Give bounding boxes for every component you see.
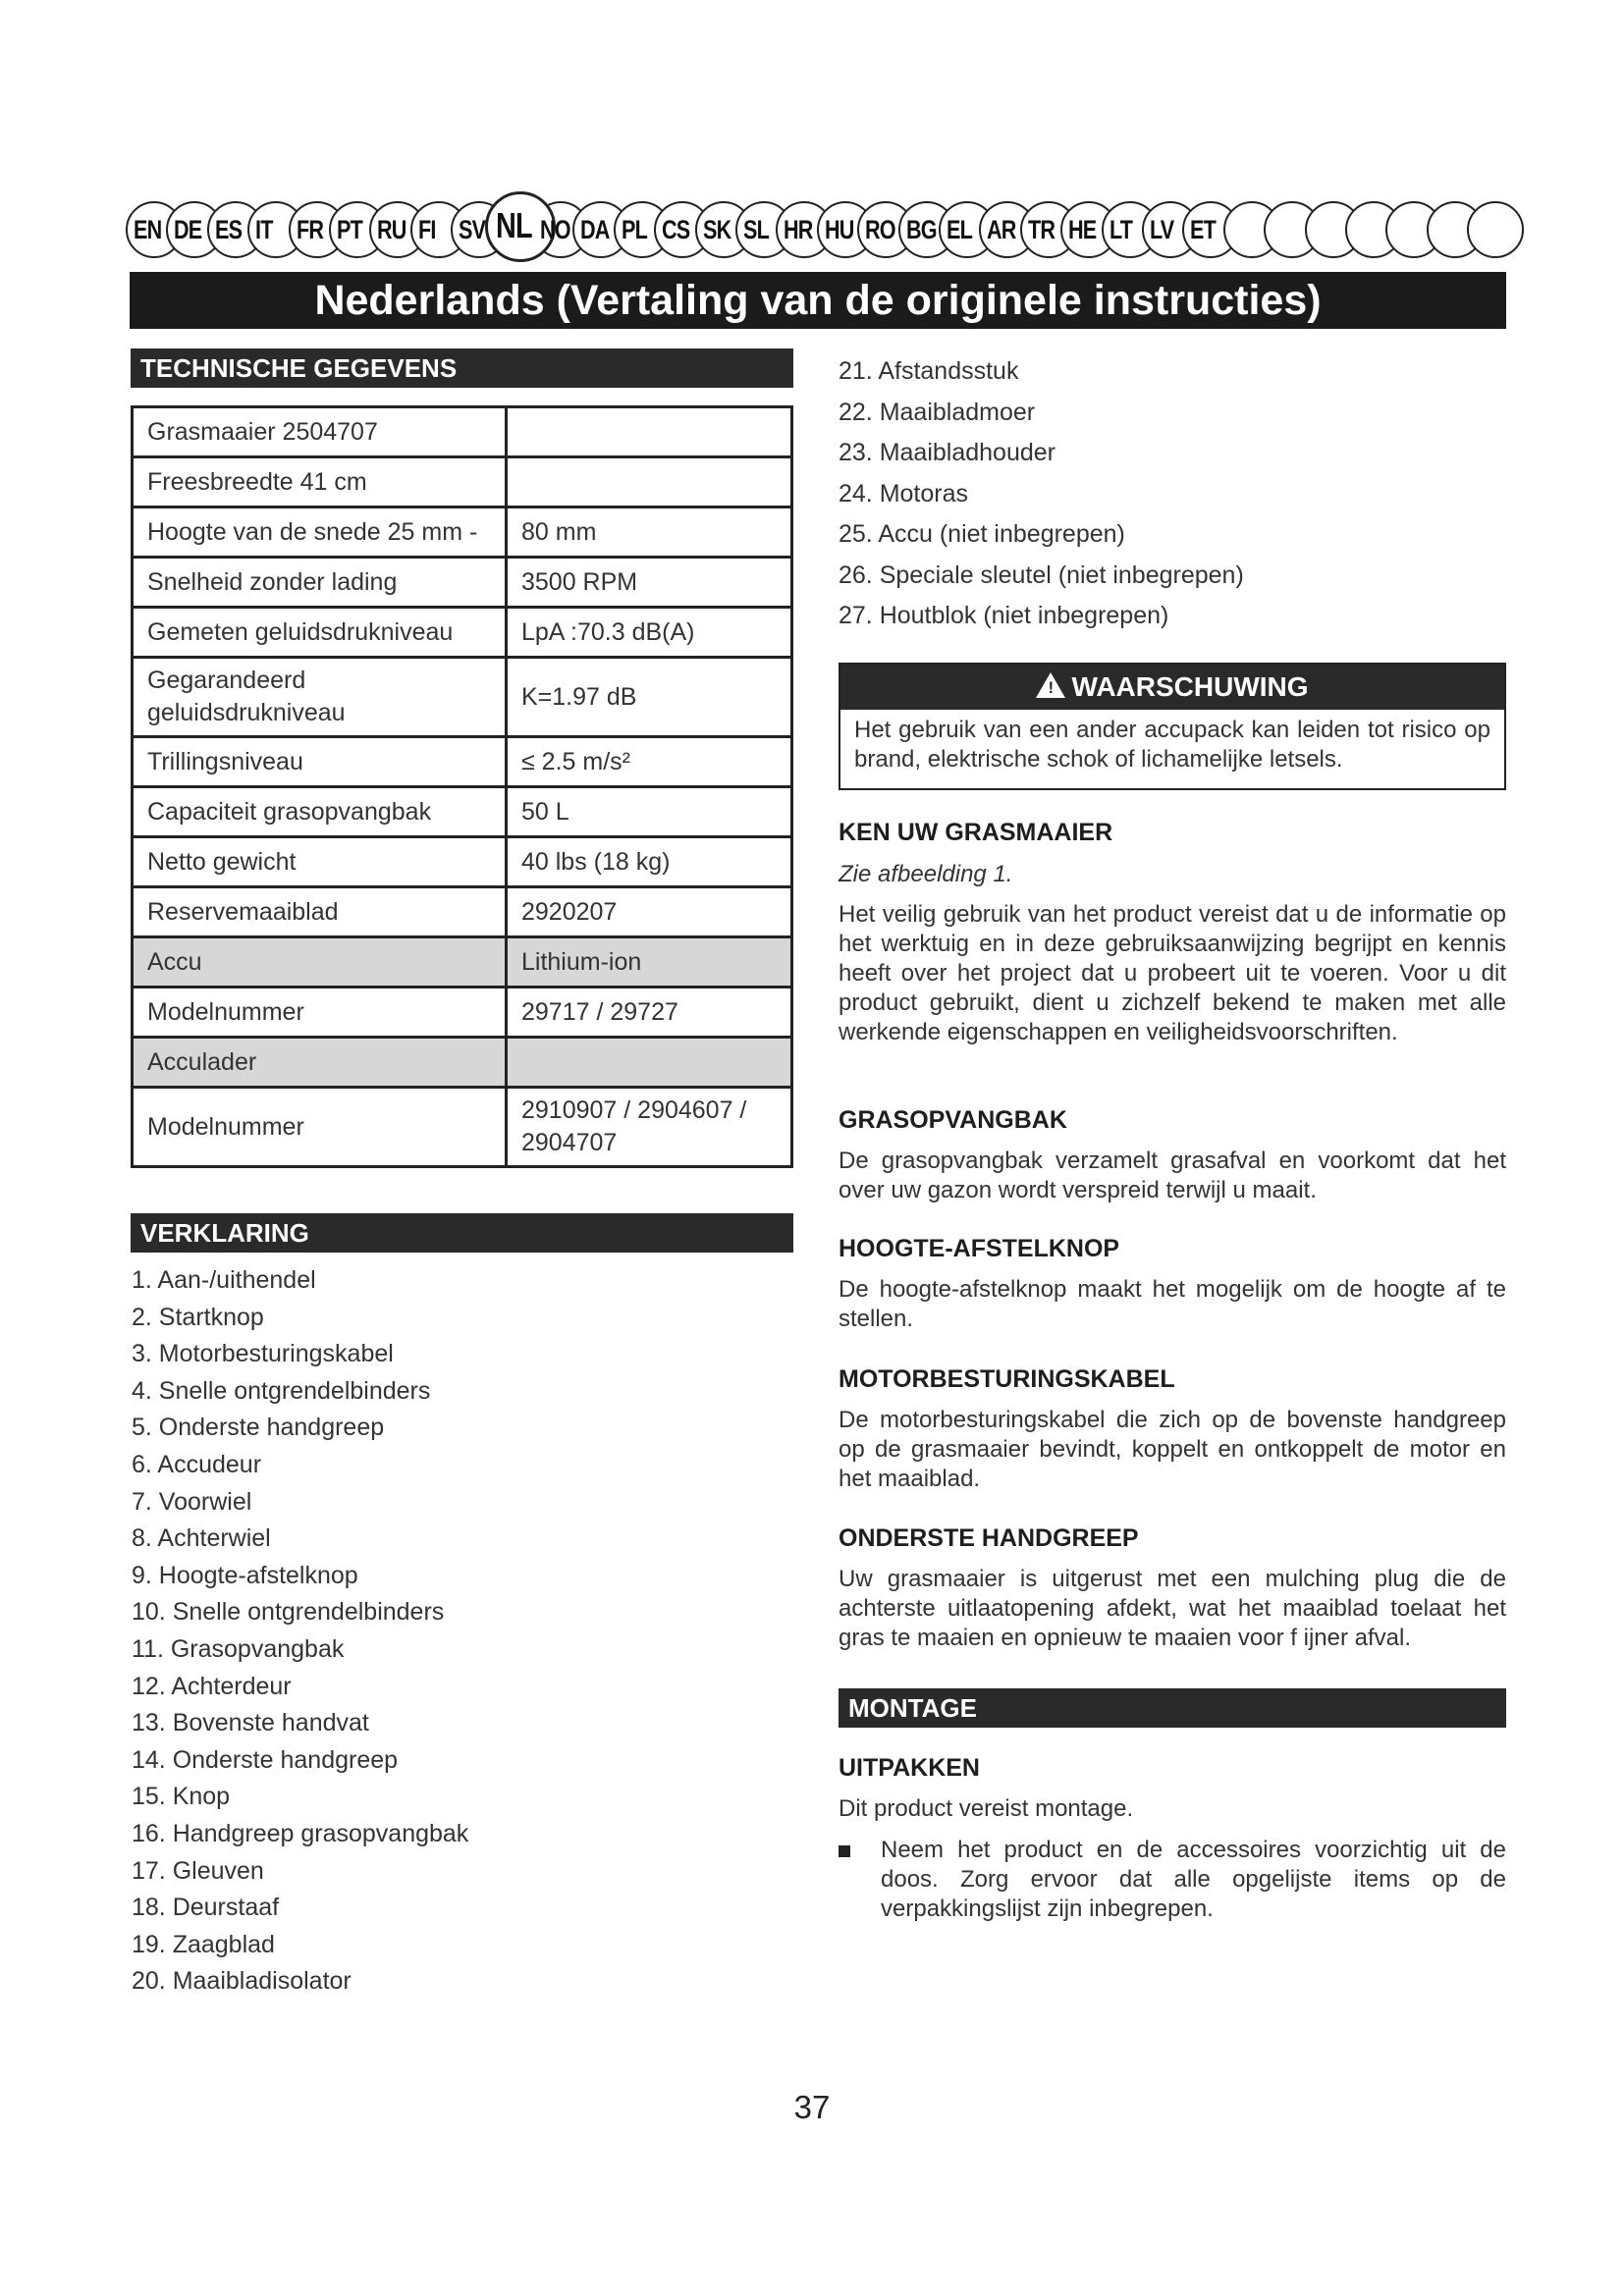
spec-value: K=1.97 dB [507, 658, 792, 737]
spec-value: 40 lbs (18 kg) [507, 837, 792, 887]
assembly-section-heading: MONTAGE [839, 1688, 1506, 1728]
language-tab-nl: NL [495, 205, 532, 245]
legend-item: 16. Handgreep grasopvangbak [132, 1819, 469, 1847]
height-heading: HOOGTE-AFSTELKNOP [839, 1235, 1120, 1262]
spec-label: Freesbreedte 41 cm [133, 457, 507, 507]
legend-item: 14. Onderste handgreep [132, 1745, 399, 1774]
legend-item: 26. Speciale sleutel (niet inbegrepen) [839, 561, 1244, 589]
language-tab-hu: HU [824, 215, 854, 244]
language-tab-de: DE [174, 215, 202, 244]
language-tab-da: DA [580, 215, 610, 244]
language-tab-en: EN [134, 215, 162, 244]
grass-section [839, 1106, 1506, 1205]
legend-item: 6. Accudeur [132, 1450, 262, 1478]
spec-label: Hoogte van de snede 25 mm - [133, 507, 507, 558]
legend-item: 24. Motoras [839, 479, 969, 507]
spec-row [133, 558, 792, 608]
legend-item: 19. Zaagblad [132, 1930, 275, 1958]
spec-value: Lithium-ion [507, 937, 792, 988]
spec-row [133, 837, 792, 887]
legend-item: 22. Maaibladmoer [839, 398, 1036, 426]
spec-value: 2920207 [507, 887, 792, 937]
spec-label: Accu [133, 937, 507, 988]
spec-row [133, 507, 792, 558]
legend-item: 11. Grasopvangbak [132, 1634, 345, 1663]
spec-value: 3500 RPM [507, 558, 792, 608]
language-tab-hr: HR [784, 215, 813, 244]
legend-item: 9. Hoogte-afstelknop [132, 1561, 358, 1589]
legend-item: 4. Snelle ontgrendelbinders [132, 1376, 431, 1405]
spec-label: Gemeten geluidsdrukniveau [133, 608, 507, 658]
know-heading: KEN UW GRASMAAIER [839, 819, 1113, 846]
spec-row [133, 937, 792, 988]
language-tab-pt: PT [337, 215, 363, 244]
square-bullet-icon [839, 1845, 850, 1857]
warning-heading-label: WAARSCHUWING [1071, 671, 1309, 702]
language-tab-fi: FI [417, 215, 436, 244]
language-tab-he: HE [1068, 215, 1097, 244]
language-tabs [126, 201, 1510, 262]
language-tab-es: ES [214, 215, 243, 244]
legend-item: 23. Maaibladhouder [839, 439, 1056, 466]
language-tab-pl: PL [621, 215, 647, 244]
unpack-bullet-text: Neem het product en de accessoires voorzichtig uit de doos. Zorg ervoor dat alle opgelijste items op de verpakkingslijst zijn inbegrepen. [881, 1837, 1506, 1922]
legend-item: 3. Motorbesturingskabel [132, 1340, 394, 1368]
spec-value: 50 L [507, 787, 792, 837]
legend-item: 7. Voorwiel [132, 1487, 252, 1516]
spec-label: Snelheid zonder lading [133, 558, 507, 608]
spec-label: Grasmaaier 2504707 [133, 407, 507, 457]
warning-heading [840, 665, 1504, 710]
warning-box [839, 663, 1506, 790]
legend-item: 17. Gleuven [132, 1856, 264, 1885]
spec-label: Gegarandeerd geluidsdrukniveau [133, 658, 507, 737]
spec-value [507, 407, 792, 457]
legend-item: 18. Deurstaaf [132, 1894, 280, 1922]
language-tab-sk: SK [702, 215, 731, 244]
spec-row [133, 737, 792, 787]
spec-value: ≤ 2.5 m/s² [507, 737, 792, 787]
legend-item: 27. Houtblok (niet inbegrepen) [839, 602, 1169, 629]
spec-label: Capaciteit grasopvangbak [133, 787, 507, 837]
grass-heading: GRASOPVANGBAK [839, 1106, 1067, 1134]
legend-item: 15. Knop [132, 1783, 231, 1811]
height-text: De hoogte-afstelknop maakt het mogelijk om de hoogte af te stellen. [839, 1276, 1506, 1332]
spec-value: LpA :70.3 dB(A) [507, 608, 792, 658]
spec-value [507, 1038, 792, 1088]
page-number: 37 [793, 2089, 831, 2125]
language-tab-sv: SV [459, 215, 486, 244]
motor-heading: MOTORBESTURINGSKABEL [839, 1365, 1175, 1393]
legend-item: 20. Maaibladisolator [132, 1967, 352, 1996]
language-tab-el: EL [947, 215, 973, 244]
legend-list-right [839, 351, 1244, 637]
legend-item: 25. Accu (niet inbegrepen) [839, 520, 1125, 548]
legend-list-left [132, 1262, 468, 2001]
spec-value: 80 mm [507, 507, 792, 558]
language-tab-sl: SL [743, 215, 770, 244]
spec-row [133, 988, 792, 1038]
spec-label: Reservemaaiblad [133, 887, 507, 937]
warning-text: Het gebruik van een ander accupack kan leiden tot risico op brand, elektrische schok of lichamelijke letsels. [854, 717, 1490, 773]
language-tab-bg: BG [905, 215, 937, 244]
language-tab-fr: FR [296, 215, 323, 244]
legend-item: 5. Onderste handgreep [132, 1414, 385, 1442]
spec-label: Trillingsniveau [133, 737, 507, 787]
spec-label: Acculader [133, 1038, 507, 1088]
language-tab-tr: TR [1027, 215, 1055, 244]
language-tab-lv: LV [1150, 215, 1174, 244]
height-section [839, 1235, 1506, 1334]
language-tab-cs: CS [662, 215, 690, 244]
motor-section [839, 1365, 1506, 1494]
language-tab-ru: RU [377, 215, 406, 244]
legend-item: 12. Achterdeur [132, 1672, 292, 1700]
language-tab-et: ET [1190, 215, 1217, 244]
know-text: Het veilig gebruik van het product vereist dat u de informatie op het werktuig en in deze gebruiksaanwijzing begrijpt en kennis heeft over het project dat u probeert uit te voeren. Voor u dit product gebruikt, dient u zichzelf bekend te maken met alle werkende eigenschappen en veiligheidsvoorschriften. [839, 901, 1506, 1045]
page-title: Nederlands (Vertaling van de originele instructies) [130, 272, 1506, 329]
tech-section-heading: TECHNISCHE GEGEVENS [131, 348, 793, 388]
spec-row [133, 608, 792, 658]
lower-handle-text: Uw grasmaaier is uitgerust met een mulching plug die de achterste uitlaatopening afdekt, wat het maaiblad toelaat het gras te maaien en opnieuw te maaien voor f ijner afval. [839, 1566, 1506, 1651]
spec-row [133, 407, 792, 457]
warning-triangle-icon: ! [1036, 672, 1065, 698]
legend-item: 1. Aan-/uithendel [132, 1266, 316, 1294]
legend-item: 2. Startknop [132, 1303, 264, 1331]
legend-item: 21. Afstandsstuk [839, 357, 1019, 385]
unpack-section [839, 1754, 1506, 1824]
spec-row [133, 887, 792, 937]
tech-spec-table [131, 405, 793, 1168]
see-figure-note: Zie afbeelding 1. [839, 861, 1013, 887]
legend-item: 8. Achterwiel [132, 1524, 271, 1553]
spec-row [133, 787, 792, 837]
spec-label: Modelnummer [133, 988, 507, 1038]
language-tab-circle [1467, 201, 1524, 258]
unpack-heading: UITPAKKEN [839, 1754, 980, 1782]
language-tab-ar: AR [987, 215, 1016, 244]
spec-row [133, 1038, 792, 1088]
spec-label: Modelnummer [133, 1088, 507, 1167]
language-tab-it: IT [255, 215, 273, 244]
unpack-bullet [839, 1836, 1506, 1924]
motor-text: De motorbesturingskabel die zich op de bovenste handgreep op de grasmaaier bevindt, koppelt en ontkoppelt de motor en het maaiblad. [839, 1407, 1506, 1492]
know-section [839, 819, 1506, 1047]
spec-row [133, 658, 792, 737]
lower-handle-heading: ONDERSTE HANDGREEP [839, 1524, 1139, 1552]
legend-item: 10. Snelle ontgrendelbinders [132, 1598, 445, 1627]
unpack-intro: Dit product vereist montage. [839, 1795, 1134, 1822]
legend-section-heading: VERKLARING [131, 1213, 793, 1253]
language-tab-no: NO [540, 215, 570, 244]
grass-text: De grasopvangbak verzamelt grasafval en voorkomt dat het over uw gazon wordt verspreid terwijl u maait. [839, 1148, 1506, 1203]
legend-item: 13. Bovenste handvat [132, 1709, 369, 1737]
spec-value: 29717 / 29727 [507, 988, 792, 1038]
spec-row [133, 1088, 792, 1167]
language-tab-ro: RO [865, 215, 895, 244]
language-tab-lt: LT [1109, 215, 1132, 244]
spec-value: 2910907 / 2904607 / 2904707 [507, 1088, 792, 1167]
spec-value [507, 457, 792, 507]
spec-label: Netto gewicht [133, 837, 507, 887]
lower-handle-section [839, 1524, 1506, 1653]
spec-row [133, 457, 792, 507]
